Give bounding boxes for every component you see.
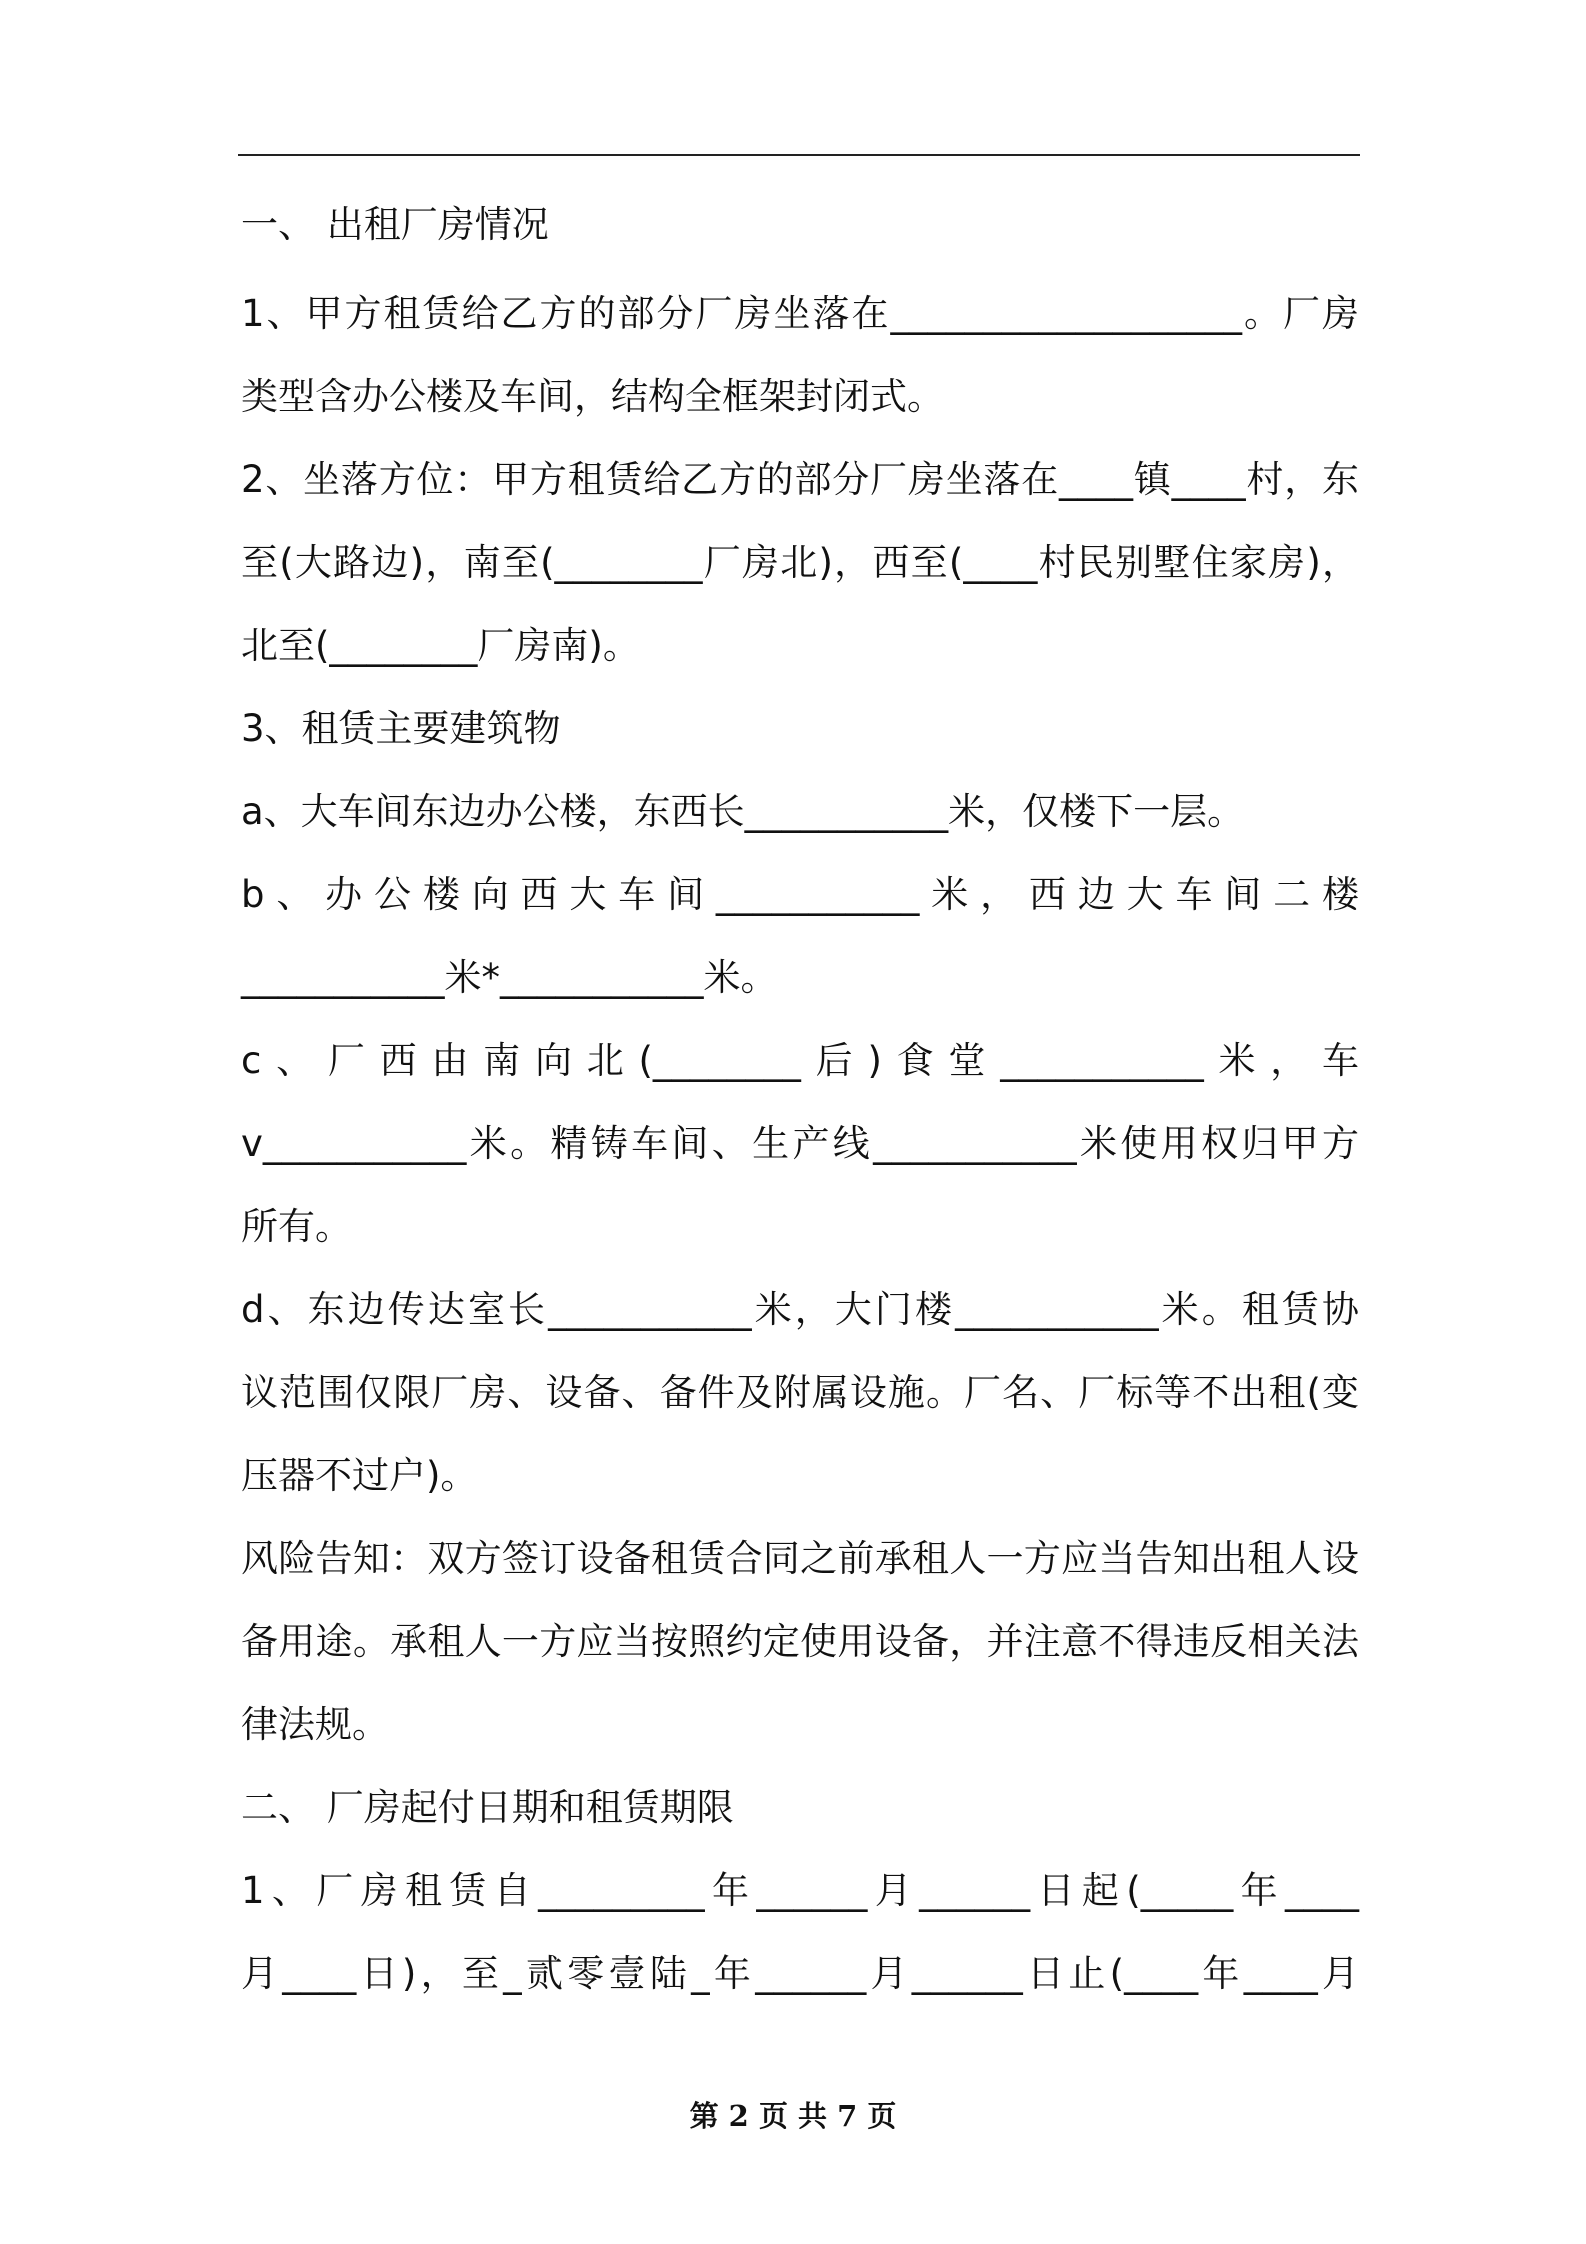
paragraph-line: 所有。 (241, 1205, 352, 1248)
paragraph-line: a、大车间东边办公楼，东西长___________米，仅楼下一层。 (241, 790, 1245, 833)
risk-notice-line: 备用途。承租人一方应当按照约定使用设备，并注意不得违反相关法 (241, 1620, 1359, 1663)
header-rule (238, 154, 1360, 156)
paragraph-line: c、厂西由南向北(________后)食堂___________米，车 (241, 1039, 1359, 1082)
paragraph-line: 议范围仅限厂房、设备、备件及附属设施。厂名、厂标等不出租(变 (241, 1371, 1359, 1414)
section-heading-2: 二、 厂房起付日期和租赁期限 (241, 1786, 734, 1829)
paragraph-line: 1、厂房租赁自_________年______月______日起(_____年____ (241, 1869, 1359, 1912)
paragraph-line: 2、坐落方位：甲方租赁给乙方的部分厂房坐落在____镇____村，东 (241, 458, 1359, 501)
paragraph-line: ___________米*___________米。 (241, 956, 778, 999)
paragraph-line: 月____日)，至_贰零壹陆_年______月______日止(____年____月 (241, 1952, 1359, 1995)
paragraph-line: v___________米。精铸车间、生产线___________米使用权归甲方 (241, 1122, 1359, 1165)
subheading-line: 3、租赁主要建筑物 (241, 707, 561, 750)
paragraph-line: 压器不过户)。 (241, 1454, 478, 1497)
paragraph-line: 至(大路边)，南至(________厂房北)，西至(____村民别墅住家房)， (241, 541, 1359, 584)
risk-notice-line: 律法规。 (241, 1703, 389, 1746)
paragraph-line: 1、甲方租赁给乙方的部分厂房坐落在___________________。厂房 (241, 292, 1359, 335)
paragraph-line: 类型含办公楼及车间，结构全框架封闭式。 (241, 375, 944, 418)
page-number-footer: 第 2 页 共 7 页 (689, 2099, 897, 2133)
section-heading-1: 一、 出租厂房情况 (241, 203, 549, 246)
paragraph-line: d、东边传达室长___________米，大门楼___________米。租赁协 (241, 1288, 1359, 1331)
paragraph-line: b、办公楼向西大车间___________米，西边大车间二楼 (241, 873, 1359, 916)
paragraph-line: 北至(________厂房南)。 (241, 624, 640, 667)
risk-notice-line: 风险告知：双方签订设备租赁合同之前承租人一方应当告知出租人设 (241, 1537, 1359, 1580)
